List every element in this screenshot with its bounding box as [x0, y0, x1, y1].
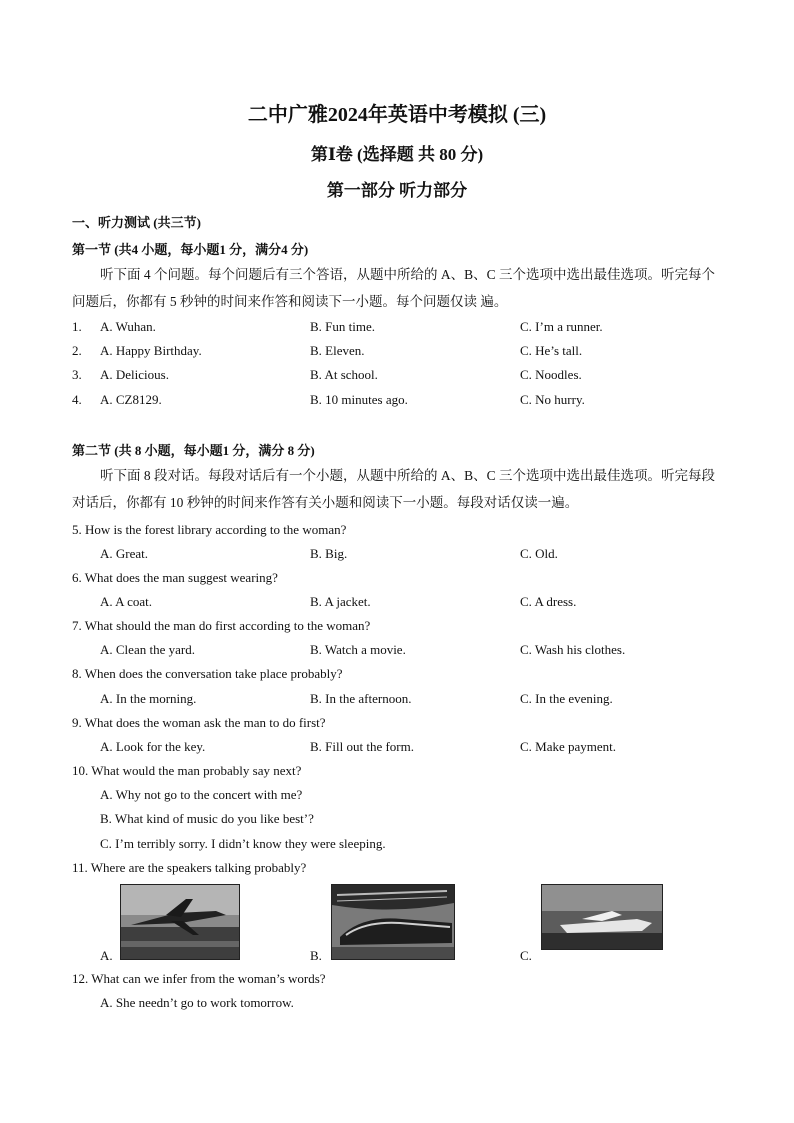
question-text: 12. What can we infer from the woman’s words? — [72, 971, 326, 986]
option-c: C. A dress. — [520, 594, 577, 609]
option-c: C. No hurry. — [520, 392, 585, 407]
question-number: 4. — [72, 392, 82, 407]
exam-title: 二中广雅2024年英语中考模拟 (三) — [247, 104, 547, 126]
option-b: B. Fun time. — [310, 319, 376, 334]
subsection1-heading: 第一节 (共4 小题，每小题1 分，满分4 分) — [72, 242, 309, 257]
option-c: C. Wash his clothes. — [520, 642, 626, 657]
option-b: B. Big. — [310, 546, 348, 561]
option-c: C. Make payment. — [520, 739, 617, 754]
option-c: C. He’s tall. — [520, 343, 583, 358]
question-number: 1. — [72, 319, 82, 334]
option-a: A. CZ8129. — [100, 392, 162, 407]
option-a: A. Why not go to the concert with me? — [100, 787, 303, 802]
option-b: B. Fill out the form. — [310, 739, 414, 754]
subsection2-instructions: 听下面 8 段对话。每段对话后有一个小题，从题中所给的 A、B、C 三个选项中选出最佳选项。听完每段对话后，你都有 10 秒钟的时间来作答有关小题和阅读下一小题。每段对话仅读一遍。 — [72, 468, 716, 510]
option-c: C. I’m a runner. — [520, 319, 603, 334]
option-a: A. Delicious. — [100, 367, 169, 382]
option-b: B. At school. — [310, 367, 378, 382]
option-b: B. In the afternoon. — [310, 691, 412, 706]
option-a: A. A coat. — [100, 594, 152, 609]
volume-heading: 第Ⅰ卷 (选择题 共 80 分) — [310, 145, 484, 164]
option-c: C. In the evening. — [520, 691, 613, 706]
option-b: B. Watch a movie. — [310, 642, 406, 657]
option-c: C. Noodles. — [520, 367, 582, 382]
option-c: C. Old. — [520, 546, 558, 561]
option-a: A. In the morning. — [100, 691, 197, 706]
question-text: 11. Where are the speakers talking probably? — [72, 860, 307, 875]
option-a: A. Clean the yard. — [100, 642, 195, 657]
subsection1-instructions: 听下面 4 个问题。每个问题后有三个答语，从题中所给的 A、B、C 三个选项中选出最佳选项。听完每个问题后，你都有 5 秒钟的时间来作答和阅读下一小题。每个问题仅读 遍。 — [72, 267, 716, 309]
option-a: A. Great. — [100, 546, 149, 561]
question-text: 9. What does the woman ask the man to do first? — [72, 715, 326, 730]
option-b: B. Eleven. — [310, 343, 365, 358]
airplane-photo — [120, 884, 240, 960]
option-a-label: A. — [100, 948, 113, 963]
option-a: A. Look for the key. — [100, 739, 206, 754]
option-b: B. A jacket. — [310, 594, 371, 609]
question-number: 2. — [72, 343, 82, 358]
option-b: B. 10 minutes ago. — [310, 392, 408, 407]
option-a: A. Wuhan. — [100, 319, 156, 334]
option-b-label: B. — [310, 948, 322, 963]
subsection2-heading: 第二节 (共 8 小题，每小题1 分，满分 8 分) — [72, 443, 315, 458]
question-text: 7. What should the man do first according to the woman? — [72, 618, 371, 633]
question-text: 6. What does the man suggest wearing? — [72, 570, 278, 585]
option-a: A. She needn’t go to work tomorrow. — [100, 995, 294, 1010]
option-c-label: C. — [520, 948, 532, 963]
part-heading: 第一部分 听力部分 — [326, 181, 468, 200]
question-text: 10. What would the man probably say next? — [72, 763, 302, 778]
question-number: 3. — [72, 367, 82, 382]
question-text: 5. How is the forest library according to the woman? — [72, 522, 347, 537]
option-c: C. I’m terribly sorry. I didn’t know they were sleeping. — [100, 836, 386, 851]
option-b: B. What kind of music do you like best’? — [100, 811, 314, 826]
train-photo — [331, 884, 455, 960]
question-text: 8. When does the conversation take place probably? — [72, 666, 343, 681]
option-a: A. Happy Birthday. — [100, 343, 202, 358]
boat-photo — [541, 884, 663, 950]
section-heading: 一、听力测试 (共三节) — [72, 215, 201, 230]
